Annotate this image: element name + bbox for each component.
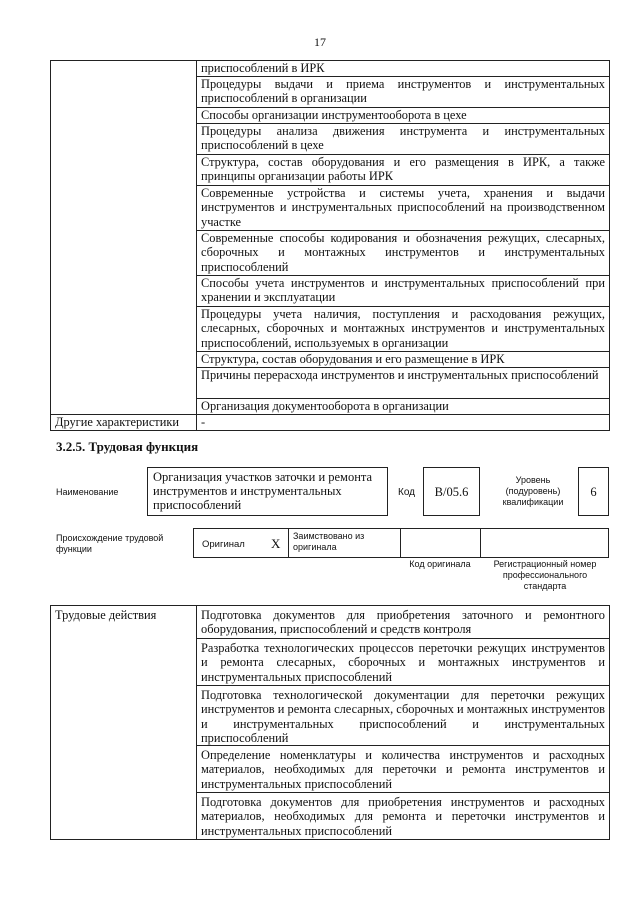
reg-number-label: Регистрационный номер профессионального стандарта	[493, 559, 597, 591]
knowledge-table	[50, 60, 610, 431]
code-label: Код	[398, 487, 416, 498]
labor-actions-label: Трудовые действия	[51, 606, 197, 840]
code-original-label: Код оригинала	[409, 559, 471, 569]
knowledge-row: Способы учета инструментов и инструментальных приспособлений при хранении и эксплуатации	[197, 276, 610, 307]
reg-number-cell	[480, 529, 608, 557]
knowledge-row: Современные способы кодирования и обозначения режущих, слесарных, сборочных и монтажных инструментов и инструментальных приспособлений	[197, 231, 610, 276]
name-label: Наименование	[56, 487, 119, 497]
knowledge-row: Структура, состав оборудования и его размещение в ИРК	[197, 352, 610, 368]
code-original-cell	[400, 529, 481, 557]
code-value: B/05.6	[434, 484, 469, 499]
original-cell	[194, 529, 289, 557]
origin-row	[193, 528, 609, 558]
knowledge-table-left-cell	[51, 61, 197, 415]
knowledge-row: Современные устройства и системы учета, хранения и выдачи инструментов и инструментальных приспособлений на производственном участке	[197, 186, 610, 231]
knowledge-row: Процедуры учета наличия, поступления и расходования режущих, слесарных, сборочных и монтажных инструментов и инструментальных приспособлений, используемых в организации	[197, 307, 610, 352]
original-mark: X	[271, 536, 281, 551]
labor-action-item: Подготовка документов для приобретения заточного и ремонтного оборудования, приспособлений и средств контроля	[197, 606, 610, 639]
level-box	[578, 467, 609, 516]
knowledge-row: Причины перерасхода инструментов и инструментальных приспособлений	[197, 368, 610, 399]
labor-action-item: Определение номенклатуры и количества инструментов и расходных материалов, необходимых для переточки и ремонта инструментов и инструментальных приспособлений	[197, 746, 610, 793]
labor-action-item: Подготовка документов для приобретения инструментов и расходных материалов, необходимых для ремонта и переточки инструментов и инструментальных приспособлений	[197, 793, 610, 840]
labor-actions-table	[50, 605, 610, 840]
borrowed-label: Заимствовано из оригинала	[293, 531, 365, 552]
borrowed-cell	[288, 529, 401, 557]
origin-label: Происхождение трудовой функции	[56, 533, 164, 554]
knowledge-row: приспособлений в ИРК	[197, 61, 610, 77]
function-name-value: Организация участков заточки и ремонта инструментов и инструментальных приспособлений	[153, 470, 373, 512]
other-characteristics-value: -	[197, 415, 610, 431]
code-box	[423, 467, 480, 516]
section-heading: 3.2.5. Трудовая функция	[56, 439, 199, 454]
knowledge-row: Процедуры анализа движения инструмента и инструментальных приспособлений в цехе	[197, 124, 610, 155]
labor-action-item: Подготовка технологической документации для переточки режущих инструментов и ремонта слесарных, сборочных и монтажных инструментов и инструментальных приспособлений и инструментальных приспособлений	[197, 686, 610, 746]
level-value: 6	[590, 484, 597, 499]
original-label: Оригинал	[202, 539, 245, 550]
labor-action-item: Разработка технологических процессов переточки режущих инструментов и ремонта слесарных, сборочных и монтажных инструментов и инструментальных приспособлений	[197, 639, 610, 686]
other-characteristics-label: Другие характеристики	[51, 415, 197, 431]
knowledge-row: Способы организации инструментооборота в цехе	[197, 108, 610, 124]
level-label: Уровень (подуровень) квалификации	[502, 475, 564, 507]
page-number: 17	[314, 35, 326, 49]
knowledge-row: Процедуры выдачи и приема инструментов и инструментальных приспособлений в организации	[197, 77, 610, 108]
function-name-box	[147, 467, 388, 516]
knowledge-row: Организация документооборота в организации	[197, 399, 610, 415]
knowledge-row: Структура, состав оборудования и его размещения в ИРК, а также принципы организации работы ИРК	[197, 155, 610, 186]
